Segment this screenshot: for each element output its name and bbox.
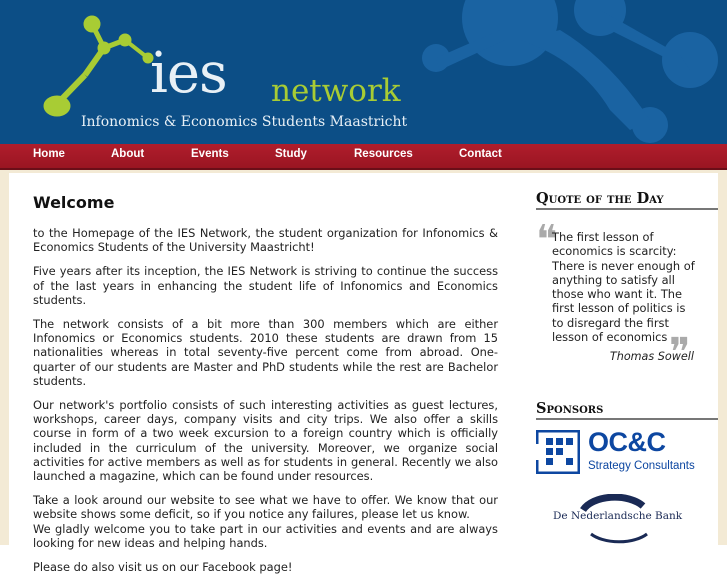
nav-home[interactable]: Home	[33, 148, 65, 160]
logo-tagline: Infonomics & Economics Students Maastricht	[81, 114, 408, 130]
paragraph-website: Take a look around our website to see what we have to offer. We know that our website shows some deficit, so if you notice any failures, please let us know.	[33, 493, 498, 522]
nav-events[interactable]: Events	[191, 148, 229, 160]
open-quote-icon: ❝	[536, 217, 558, 263]
occ-grid-icon	[536, 430, 580, 474]
quote-text: The first lesson of economics is scarcity: There is never enough of anything to satisfy all those who want it. The first lesson of politics is to disregard the first lesson of economics	[552, 230, 695, 345]
nav-about[interactable]: About	[111, 148, 145, 160]
page-title: Welcome	[33, 193, 115, 212]
occ-name: OC&C	[588, 427, 666, 457]
logo-network-text: network	[271, 73, 401, 109]
sponsor-dnb-logo[interactable]	[551, 494, 711, 549]
sponsors-title: Sponsors	[536, 400, 718, 420]
paragraph-portfolio: Our network's portfolio consists of such interesting activities as guest lectures, workshops, career days, company visits and city trips. We also offer a skills course in form of a two week excursion to a foreign country which is officially included in the curriculum of the university. Moreover, we organize social activities for active members as well as for students in general. Recently we also launched a magazine, which can be found under resources.	[33, 398, 498, 484]
nav-resources[interactable]: Resources	[354, 148, 413, 160]
nav-study[interactable]: Study	[275, 148, 307, 160]
occ-subtitle: Strategy Consultants	[588, 460, 695, 472]
paragraph-welcome: We gladly welcome you to take part in our activities and events and are always looking for new ideas and helping hands.	[33, 521, 498, 550]
close-quote-icon: ❞	[669, 330, 691, 376]
site-header	[0, 0, 727, 144]
paragraph-facebook: Please do also visit us on our Facebook page!	[33, 560, 293, 575]
quote-author: Thomas Sowell	[609, 350, 694, 364]
dnb-name: De Nederlandsche Bank	[553, 510, 683, 522]
sidebar	[536, 190, 718, 376]
quote-box	[536, 217, 718, 376]
main-content	[33, 193, 498, 584]
sponsor-occ-logo[interactable]	[536, 427, 706, 476]
paragraph-intro: to the Homepage of the IES Network, the student organization for Infonomics & Economics Students of the University Maastricht!	[33, 226, 498, 255]
quote-title: Quote of the Day	[536, 190, 718, 210]
sponsors-section	[536, 400, 718, 522]
paragraph-history: Five years after its inception, the IES Network is striving to continue the success of the last years in enhancing the student life of Infonomics and Economics students.	[33, 264, 498, 307]
paragraph-members: The network consists of a bit more than 300 members which are either Infonomics or Economics students. 2010 these students are drawn from 15 nationalities whereas in total seventy-five percent come from abroad. One-quarter of our students are Master and PhD students while the rest are Bachelor students.	[33, 317, 498, 388]
main-navigation	[0, 144, 727, 170]
logo-ies-text: ies	[150, 41, 227, 106]
nav-contact[interactable]: Contact	[459, 148, 502, 160]
